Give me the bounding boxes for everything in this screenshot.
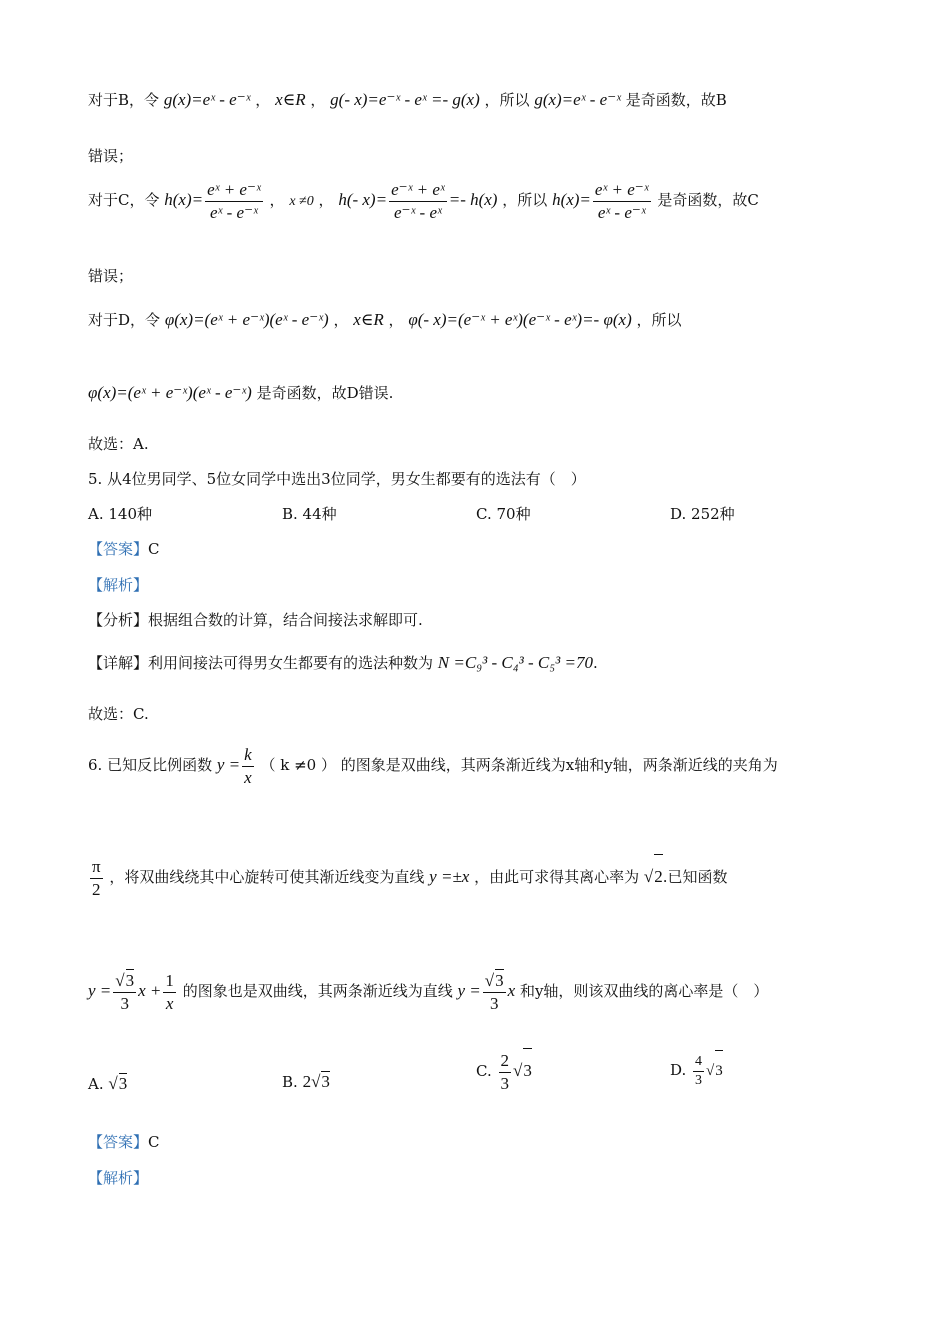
q5-answer <box>88 539 160 559</box>
q6-option-c-den: 3 <box>500 1073 509 1093</box>
q6-option-b <box>282 1071 330 1092</box>
q6-answer <box>88 1132 160 1152</box>
q4-c-domain: x ≠0 <box>289 194 314 209</box>
q6-option-b-radicand: 3 <box>321 1072 330 1091</box>
q4-b-line <box>88 90 727 110</box>
q4-c-frac1 <box>205 179 263 224</box>
q6-asym-x: x <box>507 981 516 1000</box>
q6-cond: （ k ≠0 ） <box>260 756 336 774</box>
q6-y-eq: y = <box>216 755 241 774</box>
q6-option-c-radicand: 3 <box>523 1048 532 1093</box>
q6-x-den: x <box>165 993 174 1013</box>
q6-asym-y: y = <box>457 981 481 1000</box>
q6-option-b-sqrt: √3 <box>311 1072 330 1091</box>
q6-asym-radicand: 3 <box>495 971 504 990</box>
q4-b-eq: g(- x)=e⁻ˣ - eˣ =- g(x) <box>330 90 480 109</box>
q6-pi-den: 2 <box>92 879 101 899</box>
q6-option-c-frac <box>499 1050 512 1095</box>
q4-c-suffix: 是奇函数，故C <box>657 191 759 209</box>
q4-c-wrong: 错误； <box>88 267 134 285</box>
q4-b-mid: ，所以 <box>484 91 530 109</box>
q6-asym-den: 3 <box>489 994 499 1013</box>
q6-pi-num: π <box>90 856 103 879</box>
q4-d2-suffix: 是奇函数，故D错误. <box>256 384 394 402</box>
q6-x-plus: x + <box>138 981 162 1000</box>
q6-k-den: x <box>244 767 252 787</box>
q6-option-b-coef: 2 <box>302 1072 312 1091</box>
q5-detail <box>88 653 598 673</box>
q4-c-lhs2: h(- x)= <box>338 190 388 209</box>
q5-detail-formula: N =C₉³ - C₄³ - C₅³ =70 <box>437 653 593 672</box>
q4-b-def: g(x)=eˣ - e⁻ˣ <box>163 90 251 109</box>
q5-detail-prefix: 【详解】利用间接法可得男女生都要有的选法种数为 <box>88 654 434 672</box>
q6-sqrt2: √2 <box>644 867 663 886</box>
q6-sqrt3-over-3 <box>113 969 136 1015</box>
q6-line2-c: .已知函数 <box>662 868 728 886</box>
q5-analysis-tag: 【解析】 <box>88 576 149 594</box>
q6-stem-line2 <box>88 854 728 901</box>
q5-fenxi: 【分析】根据组合数的计算，结合间接法求解即可. <box>88 611 423 629</box>
q6-stem-prefix: 6. 已知反比例函数 <box>88 756 213 774</box>
q4-c-frac3 <box>593 179 651 224</box>
q6-option-d-num: 4 <box>693 1053 704 1072</box>
q4-c-sep2: ， <box>318 191 334 209</box>
q4-conclusion: 故选：A. <box>88 435 149 453</box>
q6-line2-b: ，由此可求得其离心率为 <box>474 868 640 886</box>
q4-c-rhs2: =- h(x) <box>448 190 498 209</box>
q6-sqrt2-radicand: 2 <box>654 854 663 899</box>
q4-c-sep1: ， <box>269 191 285 209</box>
q6-option-d-radicand: 3 <box>715 1050 723 1091</box>
q6-stem-line1 <box>88 740 778 790</box>
q4-b-domain: x∈R <box>275 90 306 109</box>
q6-option-d <box>670 1050 723 1091</box>
q4-c-den1: eˣ - e⁻ˣ <box>210 202 258 222</box>
q6-option-c-sqrt: √3 <box>513 1061 532 1080</box>
q4-c-den3: eˣ - e⁻ˣ <box>597 202 646 222</box>
q4-b-sep1: ， <box>255 91 271 109</box>
q4-d-eq: φ(- x)=(e⁻ˣ + eˣ)(e⁻ˣ - eˣ)=- φ(x) <box>408 310 632 329</box>
q4-b-suffix: 是奇函数，故B <box>625 91 727 109</box>
q4-c-num3: eˣ + e⁻ˣ <box>593 179 651 202</box>
q6-answer-tag: 【答案】 <box>88 1133 149 1151</box>
q4-c-num1: eˣ + e⁻ˣ <box>205 179 263 202</box>
q4-c-lhs1: h(x)= <box>164 190 204 209</box>
q4-d-prefix: 对于D，令 <box>88 311 161 329</box>
q5-option-b: B. 44种 <box>282 505 337 523</box>
q4-b-sep2: ， <box>310 91 326 109</box>
q4-d-domain: x∈R <box>353 310 384 329</box>
q6-stem-suffix: 的图象是双曲线，其两条渐近线为x轴和y轴，两条渐近线的夹角为 <box>340 756 778 774</box>
q6-line3-y: y = <box>88 981 112 1000</box>
q5-stem: 5. 从4位男同学、5位女同学中选出3位同学，男女生都要有的选法有（ ） <box>88 470 586 488</box>
q4-c-line <box>88 178 759 224</box>
q6-line2-formula: y =±x <box>429 867 470 886</box>
q6-option-d-frac <box>693 1053 704 1090</box>
q4-b-def2: g(x)=eˣ - e⁻ˣ <box>534 90 621 109</box>
q6-option-a-sqrt: √3 <box>108 1074 128 1093</box>
q6-answer-value: C <box>148 1133 160 1151</box>
q4-b-wrong: 错误； <box>88 147 134 165</box>
q6-option-c-num: 2 <box>499 1050 512 1073</box>
q6-line3-a: 的图象也是双曲线，其两条渐近线为直线 <box>182 982 453 1000</box>
q5-answer-value: C <box>148 540 160 558</box>
q5-option-c: C. 70种 <box>476 505 531 523</box>
q4-c-den2: e⁻ˣ - eˣ <box>393 202 442 222</box>
q6-sqrt3-radicand: 3 <box>125 971 135 990</box>
q6-k-num: k <box>242 744 254 767</box>
q4-d-suffix: ，所以 <box>636 311 682 329</box>
q4-b-prefix: 对于B，令 <box>88 91 160 109</box>
q6-stem-line3 <box>88 966 768 1016</box>
q6-asym-frac <box>483 969 506 1015</box>
q4-c-prefix: 对于C，令 <box>88 191 160 209</box>
q6-option-c <box>476 1048 532 1095</box>
q4-d-line <box>88 310 682 330</box>
q6-analysis-tag: 【解析】 <box>88 1169 149 1187</box>
q5-option-d: D. 252种 <box>670 505 735 523</box>
q6-one-num: 1 <box>163 970 176 993</box>
q5-option-a: A. 140种 <box>88 505 152 523</box>
q6-sqrt3-num: √3 <box>113 969 136 993</box>
q5-detail-suffix: . <box>592 654 598 672</box>
q6-k-over-x <box>242 744 254 789</box>
q6-option-a <box>88 1073 127 1094</box>
q6-pi-over-2 <box>90 856 103 901</box>
q6-option-a-label: A. <box>88 1075 104 1093</box>
q4-c-lhs3: h(x)= <box>552 190 591 209</box>
q6-option-b-label: B. <box>282 1073 298 1091</box>
q6-option-d-label: D. <box>670 1061 687 1079</box>
q5-answer-tag: 【答案】 <box>88 540 149 558</box>
q6-option-a-radicand: 3 <box>118 1074 128 1093</box>
q4-d-def: φ(x)=(eˣ + e⁻ˣ)(eˣ - e⁻ˣ) <box>164 310 329 329</box>
q6-option-d-den: 3 <box>695 1072 703 1088</box>
q6-option-c-label: C. <box>476 1062 492 1080</box>
q5-conclusion: 故选：C. <box>88 705 149 723</box>
q6-one-over-x <box>163 970 176 1015</box>
q6-three-den: 3 <box>120 994 129 1013</box>
q4-c-num2: e⁻ˣ + eˣ <box>389 179 447 202</box>
q6-line2-a: ，将双曲线绕其中心旋转可使其渐近线变为直线 <box>109 868 425 886</box>
q6-option-d-sqrt: √3 <box>706 1063 723 1079</box>
q4-d-sep2: ， <box>388 311 404 329</box>
q4-d-line2 <box>88 383 393 403</box>
q4-d-sep1: ， <box>333 311 349 329</box>
q6-asym-num: √3 <box>483 969 506 993</box>
q4-c-mid: ，所以 <box>502 191 548 209</box>
q4-d2-def: φ(x)=(eˣ + e⁻ˣ)(eˣ - e⁻ˣ) <box>88 383 252 402</box>
q6-line3-b: 和y轴，则该双曲线的离心率是（ ） <box>519 982 769 1000</box>
q4-c-frac2 <box>389 179 447 224</box>
